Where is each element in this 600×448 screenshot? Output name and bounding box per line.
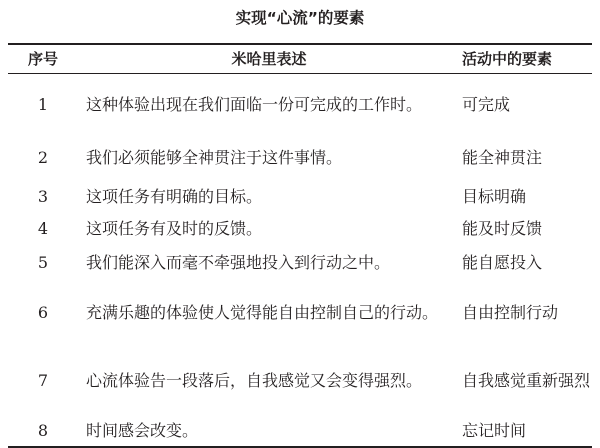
table-row [0,75,600,135]
row-description: 这项任务有及时的反馈。 [86,219,263,238]
header-element: 活动中的要素 [462,50,553,68]
table-title: 实现“心流”的要素 [235,9,365,27]
table-row [0,212,600,246]
table-row [0,135,600,181]
table-row [0,181,600,212]
row-element: 能全神贯注 [462,148,543,167]
row-description: 时间感会改变。 [86,421,199,440]
row-description: 这项任务有明确的目标。 [86,186,263,206]
row-number: 4 [37,219,49,238]
row-number: 8 [37,421,49,440]
table-row [0,416,600,446]
table-row [0,246,600,280]
row-element: 可完成 [462,95,511,114]
row-element: 能自愿投入 [462,253,543,272]
row-number: 5 [37,253,49,272]
row-element: 忘记时间 [462,421,527,440]
table-row [0,346,600,416]
row-description: 充满乐趣的体验使人觉得能自由控制自己的行动。 [86,303,439,322]
row-element: 目标明确 [462,186,527,206]
row-description: 心流体验告一段落后，自我感觉又会变得强烈。 [86,371,423,390]
row-element: 能及时反馈 [462,219,543,238]
header-number: 序号 [27,50,58,68]
header-rule [8,73,592,74]
row-element: 自由控制行动 [462,303,559,322]
row-description: 我们必须能够全神贯注于这件事情。 [86,148,343,167]
row-number: 6 [37,303,49,322]
table-row [0,280,600,346]
row-description: 我们能深入而毫不牵强地投入到行动之中。 [86,253,391,272]
row-number: 7 [37,371,49,390]
row-element: 自我感觉重新强烈 [462,371,591,390]
row-description: 这种体验出现在我们面临一份可完成的工作时。 [86,95,423,114]
row-number: 3 [37,186,49,206]
header-description: 米哈里表述 [231,50,307,68]
row-number: 2 [37,148,49,167]
row-number: 1 [37,95,49,114]
